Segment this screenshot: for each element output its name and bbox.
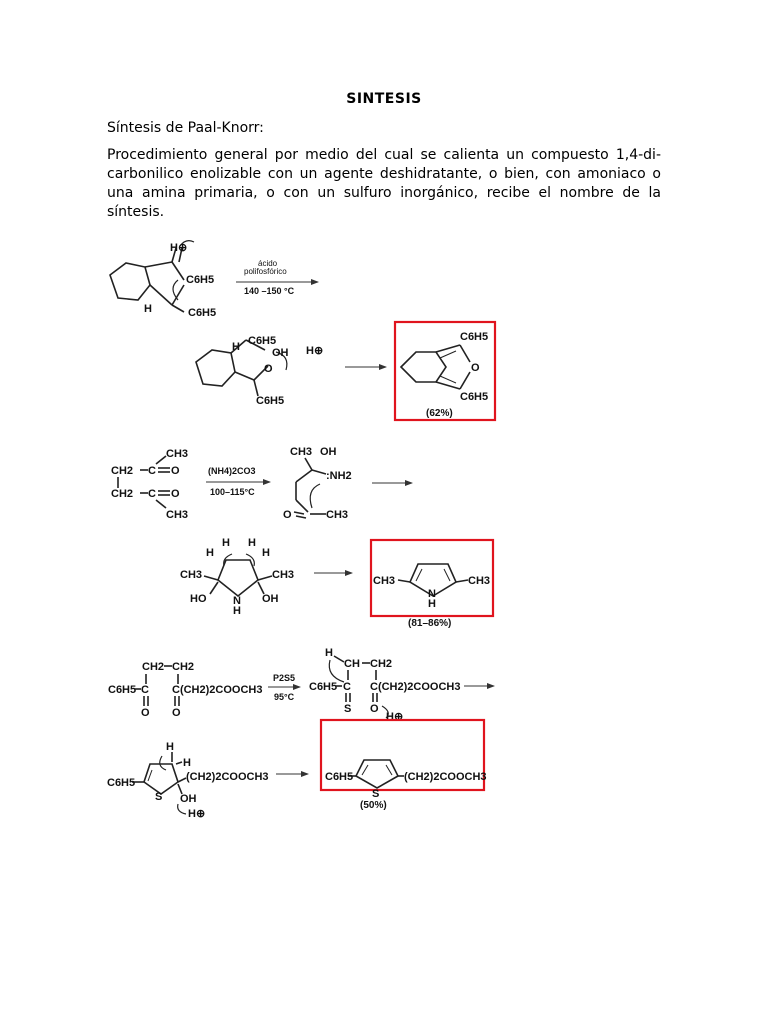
page-title: SINTESIS	[346, 91, 422, 107]
s1-yield: (62%)	[426, 408, 453, 419]
s3-int-c: C	[343, 681, 351, 693]
s3-int-c6h5: C6H5	[309, 681, 338, 693]
s3-cyc-c6h5: C6H5	[107, 777, 136, 789]
s2-ch3-top: CH3	[166, 448, 189, 460]
s3-int-ch2: CH2	[370, 658, 393, 670]
s2-cyc-nh: H	[233, 605, 241, 617]
s2-int-ch3: CH3	[290, 446, 313, 458]
s2-int-ch3-b: CH3	[326, 509, 349, 521]
s2-int-nh2: :NH2	[326, 470, 352, 482]
scheme-2-cyclic-intermediate	[180, 537, 294, 617]
s2-c-top: C	[148, 465, 156, 477]
s1-int-hplus: H⊕	[306, 345, 324, 357]
s3-int-o: O	[370, 703, 379, 715]
s3-c6h5: C6H5	[108, 684, 137, 696]
s1-prod-o: O	[471, 362, 480, 374]
s3-prod-s: S	[372, 788, 380, 800]
s1-int-phenyl-b: C6H5	[256, 395, 285, 407]
s2-reagent: (NH4)2CO3	[208, 466, 256, 476]
s1-int-phenyl-a: C6H5	[248, 335, 277, 347]
s2-cyc-ho: HO	[190, 593, 207, 605]
s3-prod-chain: (CH2)2COOCH3	[404, 771, 487, 783]
s1-reagent-line1: ácido	[258, 259, 278, 268]
s2-cyc-ch3-r: CH3	[272, 569, 295, 581]
scheme-2-reactant	[111, 448, 188, 521]
s1-prod-phenyl-b: C6H5	[460, 391, 489, 403]
s1-phenyl-a: C6H5	[186, 274, 215, 286]
section-subtitle: Síntesis de Paal-Knorr:	[107, 120, 264, 136]
s3-cyc-chain: (CH2)2COOCH3	[186, 771, 269, 783]
scheme-3-cyclic-intermediate	[107, 741, 269, 820]
s3-cyc-s: S	[155, 791, 163, 803]
s1-reagent-line2: polifosfórico	[244, 267, 287, 276]
scheme-2-product	[373, 564, 490, 629]
s2-int-o: O	[283, 509, 292, 521]
scheme-1-arrow	[236, 259, 318, 296]
s3-cyc-h1: H	[166, 741, 174, 753]
s2-cyc-n: N	[233, 595, 241, 607]
s3-reagent: P2S5	[273, 673, 296, 683]
s2-cyc-h3: H	[248, 537, 256, 549]
s1-int-o: O	[264, 363, 273, 375]
s2-cyc-ch3-l: CH3	[180, 569, 203, 581]
s1-prod-phenyl-a: C6H5	[460, 331, 489, 343]
s2-cyc-h1: H	[206, 547, 214, 559]
s3-ch2-r: CH2	[172, 661, 195, 673]
s3-int-s: S	[344, 703, 352, 715]
s3-ch2-l: CH2	[142, 661, 165, 673]
s2-cyc-h2: H	[222, 537, 230, 549]
s2-prod-ch3-l: CH3	[373, 575, 396, 587]
scheme-2-arrow	[206, 466, 270, 497]
s2-int-oh: OH	[320, 446, 337, 458]
scheme-1-intermediate	[196, 335, 323, 407]
scheme-3-reactant	[108, 661, 262, 719]
s3-cyc-h2: H	[183, 757, 191, 769]
intro-paragraph: Procedimiento general por medio del cual se calienta un compuesto 1,4-di-carbonilico enolizable con un agente deshidratante, o bien, con amoniaco o una amina primaria, o con un sulfuro inorgánico, recibe el nombre de la síntesis.	[107, 147, 661, 220]
s2-yield: (81–86%)	[408, 618, 452, 629]
s1-int-h: H	[232, 341, 240, 353]
s3-o-left: O	[141, 707, 150, 719]
s2-prod-ch3-r: CH3	[468, 575, 491, 587]
s1-conditions: 140 –150 °C	[244, 286, 295, 296]
s3-c-left: C	[141, 684, 149, 696]
s1-int-oh: OH	[272, 347, 289, 359]
s2-cyc-h4: H	[262, 547, 270, 559]
s1-h-label: H	[144, 303, 152, 315]
s1-o-label: H⊕	[170, 242, 188, 254]
s3-yield: (50%)	[360, 800, 387, 811]
s2-c-bottom: C	[148, 488, 156, 500]
scheme-1-product	[401, 331, 488, 419]
s2-ch3-bottom: CH3	[166, 509, 189, 521]
s1-phenyl-b: C6H5	[188, 307, 217, 319]
s3-int-ch: CH	[344, 658, 360, 670]
s2-prod-n: N	[428, 588, 436, 600]
s2-ch2-top: CH2	[111, 465, 134, 477]
scheme-1-reactant	[110, 241, 216, 319]
s3-o-right: O	[172, 707, 181, 719]
scheme-3-arrow	[268, 673, 300, 702]
scheme-2-intermediate	[283, 446, 352, 521]
s3-int-hplus: H⊕	[386, 711, 404, 723]
s3-cyc-hplus: H⊕	[188, 808, 206, 820]
scheme-3-product	[325, 760, 487, 811]
s3-int-cright: C(CH2)2COOCH3	[370, 681, 461, 693]
s2-cyc-oh: OH	[262, 593, 279, 605]
s3-c-right: C(CH2)2COOCH3	[172, 684, 263, 696]
s3-conditions: 95°C	[274, 692, 295, 702]
s3-prod-c6h5: C6H5	[325, 771, 354, 783]
s3-cyc-oh: OH	[180, 793, 197, 805]
s2-ch2-bottom: CH2	[111, 488, 134, 500]
s2-prod-h: H	[428, 598, 436, 610]
s2-o-top: O	[171, 465, 180, 477]
s3-int-h: H	[325, 647, 333, 659]
s2-o-bottom: O	[171, 488, 180, 500]
s2-conditions: 100–115°C	[210, 487, 255, 497]
scheme-3-intermediate	[309, 647, 460, 723]
